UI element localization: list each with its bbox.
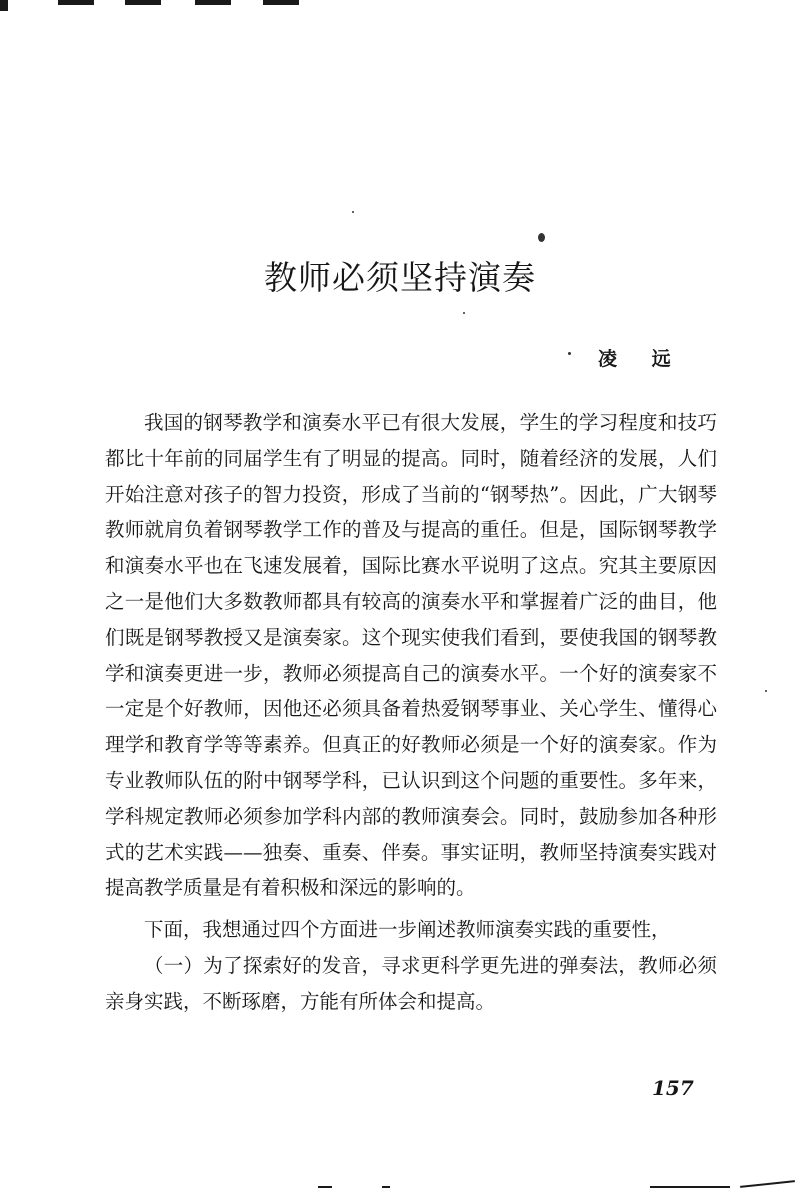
scan-speck <box>568 352 571 355</box>
scan-speck <box>352 211 354 213</box>
scan-mark <box>0 0 8 11</box>
scan-mark <box>195 0 231 5</box>
scan-mark <box>740 1180 795 1188</box>
scan-mark <box>318 1186 332 1188</box>
paragraph-2: 下面，我想通过四个方面进一步阐述教师演奏实践的重要性， <box>144 918 671 942</box>
paragraph-1: 我国的钢琴教学和演奏水平已有很大发展，学生的学习程度和技巧都比十年前的同届学生有了明显的提高。同时，随着经济的发展，人们开始注意对孩子的智力投资，形成了当前的“钢琴热”。因此，广大钢琴教师就肩负着钢琴教学工作的普及与提高的重任。但是，国际钢琴教学和演奏水平也在飞速发展着，国际比赛水平说明了这点。究其主要原因之一是他们大多数教师都具有较高的演奏水平和掌握着广泛的曲目，他们既是钢琴教授又是演奏家。这个现实使我们看到，要使我国的钢琴教学和演奏更进一步，教师必须提高自己的演奏水平。一个好的演奏家不一定是个好教师，因他还必须具备着热爱钢琴事业、关心学生、懂得心理学和教育学等等素养。但真正的好教师必须是一个好的演奏家。作为专业教师队伍的附中钢琴学科，已认识到这个问题的重要性。多年来，学科规定教师必须参加学科内部的教师演奏会。同时，鼓励参加各种形式的艺术实践——独奏、重奏、伴奏。事实证明，教师坚持演奏实践对提高教学质量是有着积极和深远的影响的。 <box>105 411 717 900</box>
scan-mark <box>382 1186 390 1188</box>
article-body <box>105 405 717 1020</box>
author-name: 凌 远 <box>598 348 685 370</box>
scan-mark <box>58 0 94 5</box>
paragraph-3: （一）为了探索好的发音，寻求更科学更先进的弹奏法，教师必须亲身实践，不断琢磨，方能有所体会和提高。 <box>105 953 717 1013</box>
document-title: 教师必须坚持演奏 <box>264 258 536 297</box>
page-number: 157 <box>652 1076 694 1100</box>
scan-mark <box>263 0 299 5</box>
scan-speck <box>538 233 545 242</box>
scan-speck <box>463 312 465 314</box>
scan-speck <box>765 690 767 692</box>
scan-mark <box>650 1186 730 1188</box>
scan-mark <box>125 0 161 5</box>
